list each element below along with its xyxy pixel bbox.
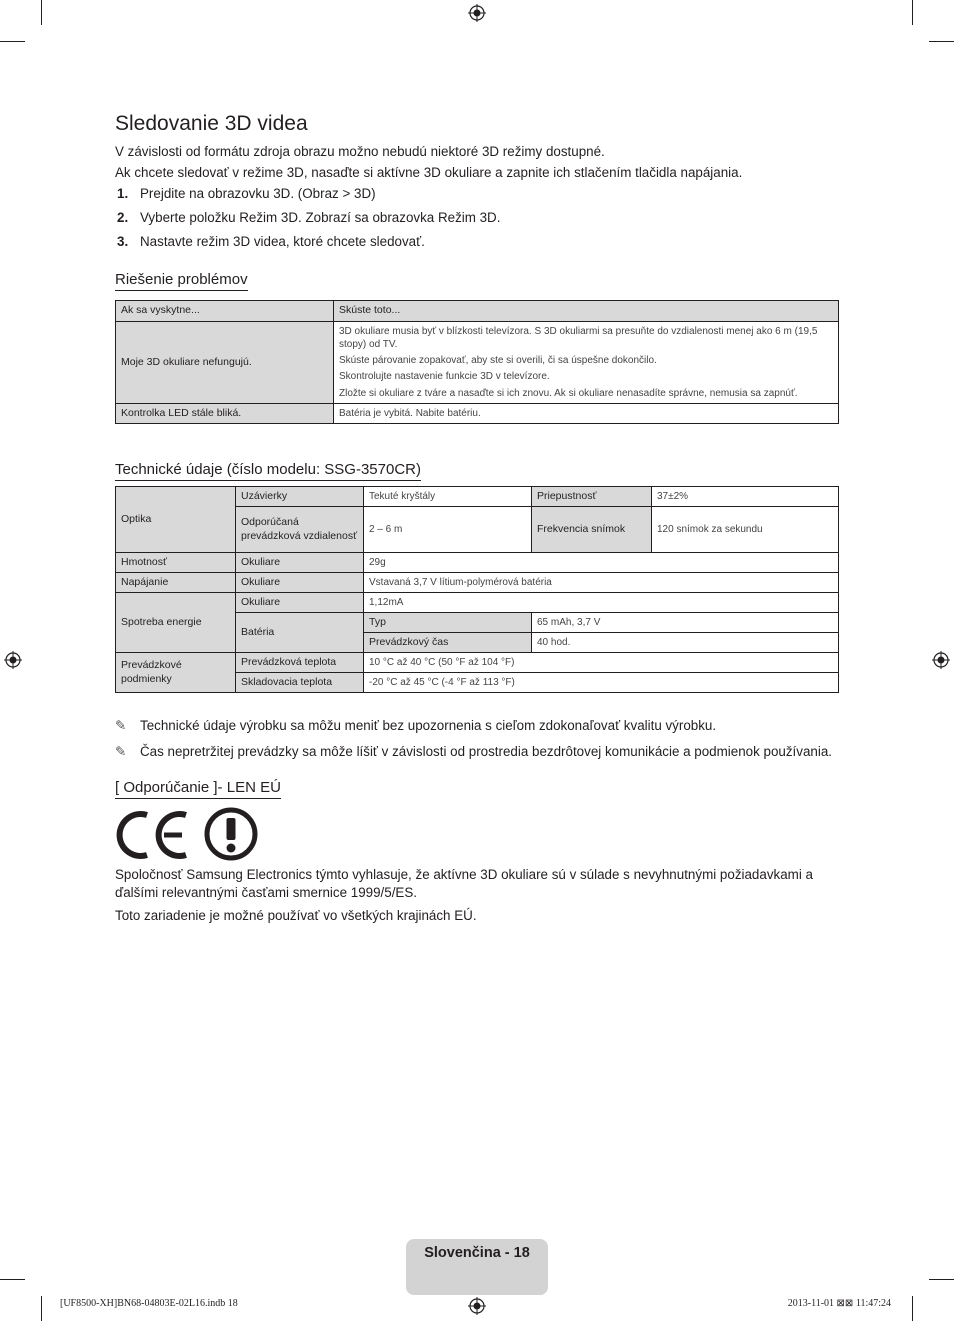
troubleshoot-table xyxy=(115,300,839,424)
solution-line: Skontrolujte nastavenie funkcie 3D v televízore. xyxy=(339,371,550,383)
spec-label: Okuliare xyxy=(236,593,364,613)
spec-label: Priepustnosť xyxy=(532,487,652,507)
step-item xyxy=(117,209,500,227)
spec-label: Typ xyxy=(364,613,532,633)
spec-value: Tekuté kryštály xyxy=(364,487,532,507)
spec-label: Frekvencia snímok xyxy=(532,507,652,553)
spec-label: Uzávierky xyxy=(236,487,364,507)
solution-line: 3D okuliare musia byť v blízkosti televízora. S 3D okuliarmi sa presuňte do vzdialenosti menej ako 6 m (19,5 stopy) od TV. xyxy=(339,326,818,351)
spec-value: 29g xyxy=(364,553,839,573)
spec-value: 65 mAh, 3,7 V xyxy=(532,613,839,633)
solution-line: Skúste párovanie zopakovať, aby ste si overili, či sa úspešne dokončilo. xyxy=(339,354,657,366)
table-header: Ak sa vyskytne... xyxy=(116,301,334,322)
table-cell-problem: Moje 3D okuliare nefungujú. xyxy=(116,322,334,404)
spec-label: Prevádzkový čas xyxy=(364,633,532,653)
spec-group-podmienky: Prevádzkové podmienky xyxy=(116,653,236,693)
eu-declaration: Spoločnosť Samsung Electronics týmto vyhlasuje, že aktívne 3D okuliare sú v súlade s nevyhnutnými požiadavkami a ďalšími relevantnými časťami smernice 1999/5/ES. xyxy=(115,867,813,900)
note-item xyxy=(115,717,716,735)
spec-value: 40 hod. xyxy=(532,633,839,653)
spec-value: 2 – 6 m xyxy=(364,507,532,553)
troubleshoot-heading: Riešenie problémov xyxy=(115,270,248,291)
step-number: 3. xyxy=(117,234,129,249)
crop-mark xyxy=(41,1296,42,1321)
spec-label: Okuliare xyxy=(236,573,364,593)
crop-mark xyxy=(41,0,42,25)
spec-value: 120 snímok za sekundu xyxy=(652,507,839,553)
spec-group-optika: Optika xyxy=(116,487,236,553)
specs-heading: Technické údaje (číslo modelu: SSG-3570CR) xyxy=(115,460,421,481)
step-text: ) xyxy=(371,186,376,201)
eu-heading: [ Odporúčanie ]- LEN EÚ xyxy=(115,778,281,799)
step-text: Prejdite na obrazovku 3D. ( xyxy=(140,186,303,201)
note-item xyxy=(115,743,832,761)
crop-mark xyxy=(929,1279,954,1280)
solution-line: Zložte si okuliare z tváre a nasaďte si ich znovu. Ak si okuliare nenasadíte správne, nemusia sa zapnúť. xyxy=(339,387,798,399)
step-text: Vyberte položku Režim 3D. Zobrazí sa obrazovka Režim 3D. xyxy=(140,210,501,225)
table-cell-solutions: Batéria je vybitá. Nabite batériu. xyxy=(334,404,839,424)
spec-label: Batéria xyxy=(236,613,364,653)
page-number: Slovenčina - 18 xyxy=(424,1245,530,1261)
crop-mark xyxy=(0,41,25,42)
registration-mark-icon xyxy=(4,651,22,669)
note-text: Čas nepretržitej prevádzky sa môže líšiť v závislosti od prostredia bezdrôtovej komunikácie a podmienok používania. xyxy=(140,744,832,759)
page-title: Sledovanie 3D videa xyxy=(115,112,308,135)
registration-mark-icon xyxy=(468,4,486,22)
spec-label: Prevádzková teplota xyxy=(236,653,364,673)
spec-value: -20 °C až 45 °C (-4 °F až 113 °F) xyxy=(364,673,839,693)
crop-mark xyxy=(929,41,954,42)
step-menu-3d: 3D xyxy=(354,186,372,201)
spec-value: 10 °C až 40 °C (50 °F až 104 °F) xyxy=(364,653,839,673)
spec-label: Odporúčaná prevádzková vzdialenosť xyxy=(236,507,364,553)
step-text: Nastavte režim 3D videa, ktoré chcete sledovať. xyxy=(140,234,425,249)
alert-circle-icon xyxy=(203,806,259,862)
pencil-note-icon: ✎ xyxy=(115,744,127,759)
crop-mark xyxy=(0,1279,25,1280)
registration-mark-icon xyxy=(468,1297,486,1315)
step-menu-obraz: Obraz xyxy=(302,186,339,201)
spec-label: Okuliare xyxy=(236,553,364,573)
file-slug: [UF8500-XH]BN68-04803E-02L16.indb 18 xyxy=(60,1298,238,1309)
step-number: 1. xyxy=(117,186,129,201)
pencil-note-icon: ✎ xyxy=(115,718,127,733)
table-cell-solutions xyxy=(334,322,839,404)
step-separator: > xyxy=(338,186,354,201)
spec-label: Skladovacia teplota xyxy=(236,673,364,693)
ce-mark-icon xyxy=(114,808,192,862)
eu-usage: Toto zariadenie je možné používať vo všetkých krajinách EÚ. xyxy=(115,908,477,923)
step-item xyxy=(117,185,376,203)
step-number: 2. xyxy=(117,210,129,225)
spec-group-hmotnost: Hmotnosť xyxy=(116,553,236,573)
spec-value: Vstavaná 3,7 V lítium-polymérová batéria xyxy=(364,573,839,593)
spec-value: 1,12mA xyxy=(364,593,839,613)
specs-table xyxy=(115,486,839,693)
step-item xyxy=(117,233,425,251)
spec-value: 37±2% xyxy=(652,487,839,507)
table-header: Skúste toto... xyxy=(334,301,839,322)
intro-text: Ak chcete sledovať v režime 3D, nasaďte si aktívne 3D okuliare a zapnite ich stlačením tlačidla napájania. xyxy=(115,165,743,180)
registration-mark-icon xyxy=(932,651,950,669)
crop-mark xyxy=(912,1296,913,1321)
crop-mark xyxy=(912,0,913,25)
date-slug: 2013-11-01 ⊠⊠ 11:47:24 xyxy=(787,1298,891,1309)
spec-group-spotreba: Spotreba energie xyxy=(116,593,236,653)
intro-text: V závislosti od formátu zdroja obrazu možno nebudú niektoré 3D režimy dostupné. xyxy=(115,144,605,159)
note-text: Technické údaje výrobku sa môžu meniť bez upozornenia s cieľom zdokonaľovať kvalitu výrobku. xyxy=(140,718,717,733)
spec-group-napajanie: Napájanie xyxy=(116,573,236,593)
table-cell-problem: Kontrolka LED stále bliká. xyxy=(116,404,334,424)
